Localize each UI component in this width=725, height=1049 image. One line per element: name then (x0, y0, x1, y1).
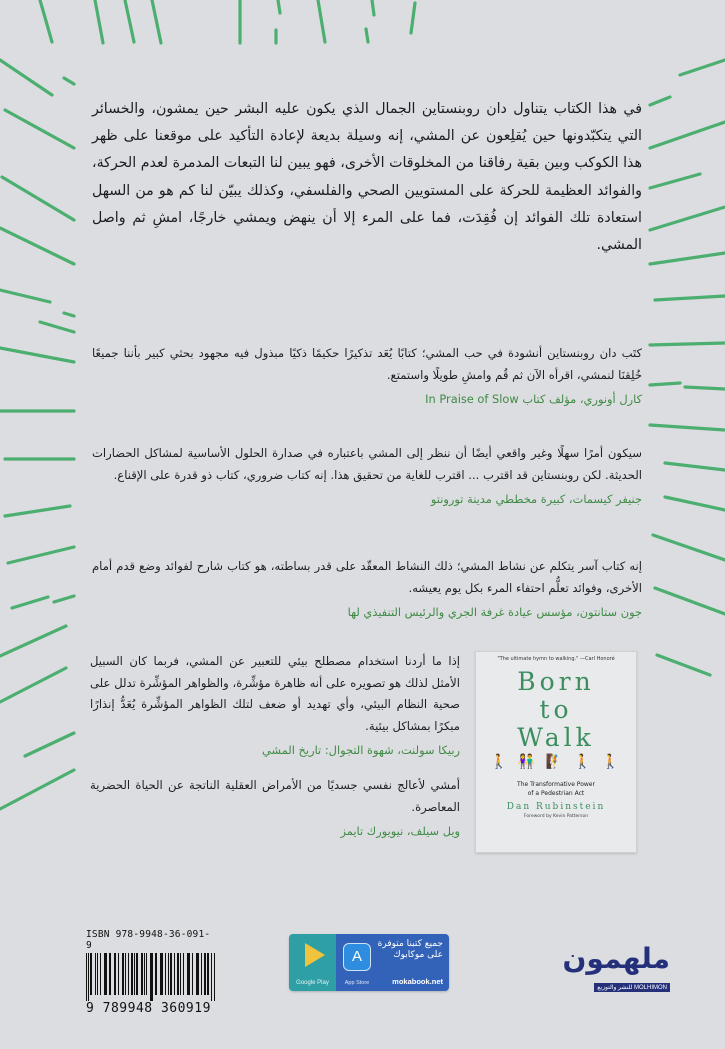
walking-figures-icon: 🚶 👫 🧗 🚶 🚶 (490, 754, 622, 770)
book-title (476, 668, 636, 752)
review-quote (90, 775, 460, 843)
book-cover-thumbnail (475, 651, 637, 853)
quote-text: إذا ما أردنا استخدام مصطلح بيئي للتعبير عن المشي، فربما كان السبيل الأمثل لذلك هو تصويره على أنه ظاهرة مؤشِّرة، والظواهر المؤشِّرة تدلل على صحية النظام البيئي، وأي تهديد أو ضعف لتلك الظواهر المؤشِّرة يُعَدُّ إنذارًا مبكرًا بمشاكل بيئية. (90, 654, 460, 733)
barcode-bars (86, 953, 216, 997)
google-play-label: Google Play (296, 980, 329, 986)
book-blurb: "The ultimate hymn to walking." —Carl Honoré (497, 656, 615, 662)
quote-attribution: ربيكا سولنت، شهوة التجوال: تاريخ المشي (262, 743, 460, 757)
publisher-logo-mark: ملهمون (562, 942, 670, 975)
review-quote (92, 343, 642, 411)
review-quote (92, 443, 642, 511)
app-store-badge[interactable] (336, 934, 449, 991)
app-store-icon: A (343, 943, 371, 971)
google-play-icon (305, 943, 325, 967)
quote-text: سيكون أمرًا سهلًا وغير واقعي أيضًا أن ننظر إلى المشي باعتباره في صدارة الحلول الأساسية لمشاكل الحضارات الحديثة. لكن روبنستاين قد اقترب ... اقترب للغاية من تحقيق هذا. إنه كتاب ضروري، كتاب ذو قدرة على الإقناع. (92, 446, 642, 482)
book-title-line: Born (517, 667, 595, 696)
isbn-label: ISBN 978-9948-36-091-9 (86, 929, 211, 951)
barcode-digits: 9 789948 360919 (86, 1001, 211, 1016)
store-url: mokabook.net (392, 977, 443, 986)
quote-attribution: ويل سيلف، نيويورك تايمز (340, 824, 460, 838)
book-subtitle-line: The Transformative Power (517, 781, 595, 788)
review-quote (90, 651, 460, 762)
store-promo-text: جميع كتبنا متوفرة على موكابوك (377, 939, 443, 960)
quote-attribution: كارل أونوري، مؤلف كتاب In Praise of Slow (425, 392, 642, 406)
quote-text: إنه كتاب آسر يتكلم عن نشاط المشي؛ ذلك النشاط المعقّد على قدر بساطته، هو كتاب شارح لفوائد وضع قدم أمام الأخرى، وفوائد تعلُّم احتفاء المرء بكل يوم يعيشه. (92, 559, 642, 595)
quote-attribution: جنيفر كيسمات، كبيرة مخططي مدينة تورونتو (430, 492, 642, 506)
isbn-barcode (86, 929, 216, 1016)
quote-text: أمشي لأعالج نفسي جسديًا من الأمراض العقلية الناتجة عن الحياة الحضرية المعاصرة. (90, 778, 460, 814)
quote-attribution: جون ستانتون، مؤسس عيادة غرفة الجري والرئيس التنفيذي لها (347, 605, 642, 619)
synopsis-paragraph: في هذا الكتاب يتناول دان روبنستاين الجمال الذي يكون عليه البشر حين يمشون، والخسائر التي يتكبّدونها حين يُقلِعون عن المشي، إنه وسيلة بديعة لإعادة التأكيد على موقعنا على ظهر هذا الكوكب وبين بقية رفاقنا من المخلوقات الأخرى، فهو يبين لنا التبعات المدمرة لعدم الحركة، والفوائد العظيمة للحركة على المستويين الصحي والفلسفي، وكذلك يبيّن لنا كم هو من السهل استعادة تلك الفوائد إن فُقِدَت، فما على المرء إلا أن ينهض ويمشي خارجًا، امشِ ثم واصل المشي. (92, 101, 642, 254)
book-subtitle-line: of a Pedestrian Act (527, 790, 585, 797)
google-play-badge[interactable] (289, 934, 336, 991)
book-title-line: Walk (517, 723, 595, 752)
book-title-line: to (539, 695, 573, 724)
book-foreword: Foreword by Kevin Patterson (523, 814, 589, 819)
publisher-tagline: للنشر والتوزيع MOLHIMON (594, 983, 670, 992)
quote-text: كتَب دان روبنستاين أنشودة في حب المشي؛ كتابًا يُعَد تذكيرًا حكيمًا ذكيًا مبذول فيه مجهود بحثي كبير بأننا جميعًا خُلِقنَا لنمشي، اقرأه الآن ثم قُم وامشِ طويلًا واستمتع. (92, 346, 642, 382)
book-subtitle (476, 780, 636, 798)
review-quote (92, 556, 642, 624)
book-author: Dan Rubinstein (506, 802, 606, 812)
store-badge[interactable] (289, 934, 449, 991)
publisher-logo (530, 942, 670, 991)
app-store-label: App Store (344, 980, 370, 986)
